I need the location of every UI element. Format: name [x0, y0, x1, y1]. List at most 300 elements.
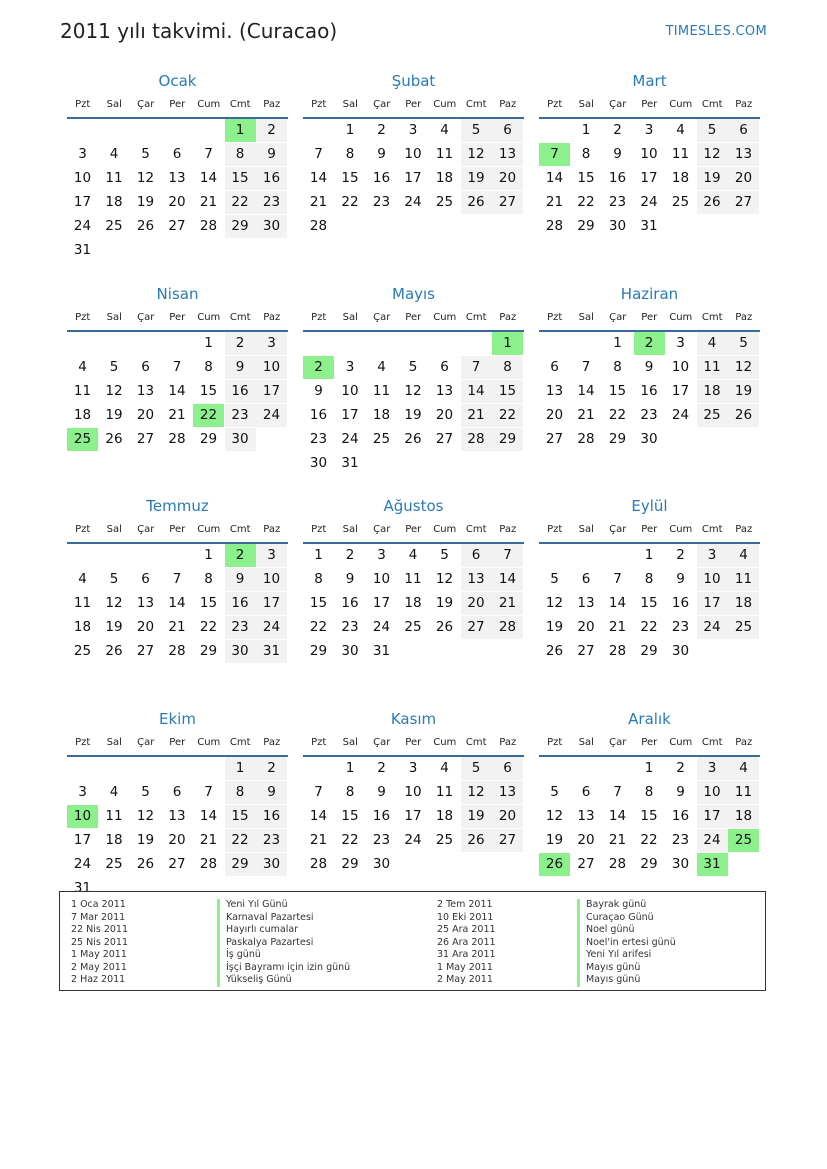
weekday-label: Pzt: [547, 524, 563, 535]
month-2: [303, 72, 524, 272]
day-cell: 12: [136, 170, 155, 186]
day-cell: 29: [640, 643, 658, 659]
weekday-label: Çar: [373, 311, 391, 323]
day-cell: 27: [545, 430, 564, 447]
legend-left-names: [217, 899, 350, 987]
day-cell: 30: [671, 643, 690, 659]
weekday-label: Paz: [263, 524, 281, 535]
day-cell: 21: [309, 194, 328, 210]
day-cell: 11: [105, 807, 123, 824]
weekday-label: Pzt: [547, 736, 563, 748]
day-cell: 13: [728, 143, 759, 166]
day-cell: 16: [225, 592, 256, 615]
day-cell: 13: [136, 382, 155, 399]
day-cell: 31: [697, 853, 728, 876]
day-cell: 1: [644, 547, 654, 563]
day-cell: 2: [377, 759, 386, 776]
weekday-label: Sal: [578, 311, 594, 323]
day-cell: 4: [697, 332, 728, 355]
weekday-label: Pzt: [311, 311, 327, 323]
day-cell: 30: [671, 855, 690, 872]
day-cell: 19: [461, 167, 492, 190]
day-cell: 4: [440, 122, 449, 138]
legend-holiday-name: Noel günü: [577, 924, 676, 937]
month-name: Eylül: [631, 497, 668, 515]
day-cell: 29: [225, 215, 256, 238]
day-cell: 21: [168, 619, 186, 635]
day-cell: 15: [341, 807, 359, 824]
weekday-label: Cmt: [465, 311, 487, 323]
weekday-label: Pzt: [311, 736, 327, 748]
day-cell: 1: [581, 122, 591, 138]
day-cell: 25: [73, 643, 92, 659]
weekday-label: Pzt: [75, 524, 91, 535]
weekday-label: Cum: [669, 99, 693, 110]
calendar-grid: [67, 72, 760, 896]
weekday-label: Per: [405, 99, 422, 110]
day-cell: 31: [73, 242, 92, 258]
day-cell: 28: [577, 430, 595, 447]
day-cell: 25: [372, 430, 391, 447]
day-cell: 15: [309, 595, 328, 611]
weekday-label: Sal: [578, 99, 594, 110]
day-cell: 27: [136, 430, 155, 447]
brand-link[interactable]: TIMESLES.COM: [665, 24, 767, 39]
day-cell: 19: [545, 831, 564, 848]
weekday-label: Pzt: [75, 99, 91, 110]
day-cell: 20: [168, 194, 186, 210]
day-cell: 9: [644, 358, 654, 375]
day-cell: 10: [341, 382, 359, 399]
day-cell: 17: [697, 592, 728, 615]
month-12: [539, 710, 760, 910]
day-cell: 28: [199, 855, 218, 872]
day-cell: 10: [372, 571, 391, 587]
day-cell: 4: [408, 547, 418, 563]
day-cell: 16: [671, 807, 690, 824]
day-cell: 10: [671, 358, 690, 375]
month-name: Nisan: [156, 284, 199, 303]
weekday-label: Pzt: [311, 99, 327, 110]
day-cell: 15: [492, 380, 523, 403]
day-cell: 20: [728, 167, 759, 190]
day-cell: 11: [73, 382, 92, 399]
month-name: Ocak: [158, 72, 197, 90]
day-cell: 10: [256, 568, 287, 591]
day-cell: 25: [435, 194, 454, 210]
weekday-label: Sal: [342, 99, 358, 110]
day-cell: 26: [461, 829, 492, 852]
day-cell: 20: [577, 619, 595, 635]
day-cell: 7: [492, 544, 523, 567]
day-cell: 5: [697, 119, 728, 142]
day-cell: 13: [168, 170, 186, 186]
day-cell: 3: [377, 547, 386, 563]
day-cell: 23: [372, 194, 391, 210]
legend-date: 10 Eki 2011: [437, 911, 494, 923]
day-cell: 21: [199, 194, 218, 210]
legend-holiday-name: Yükseliş Günü: [217, 974, 350, 987]
weekday-label: Sal: [578, 524, 594, 535]
weekday-label: Cmt: [701, 99, 723, 110]
weekday-label: Per: [405, 311, 422, 323]
day-cell: 12: [728, 356, 759, 379]
day-cell: 9: [314, 382, 323, 399]
day-cell: 11: [105, 170, 123, 186]
day-cell: 26: [404, 430, 422, 447]
day-cell: 14: [309, 170, 328, 186]
day-cell: 21: [309, 831, 328, 848]
legend-date: 1 Oca 2011: [71, 899, 126, 910]
day-cell: 2: [676, 547, 685, 563]
day-cell: 5: [461, 757, 492, 780]
day-cell: 28: [168, 643, 186, 659]
month-name: Aralık: [628, 709, 671, 728]
day-cell: 1: [492, 332, 523, 355]
weekday-label: Cmt: [229, 736, 251, 748]
day-cell: 28: [309, 218, 328, 234]
weekday-label: Cmt: [229, 311, 251, 323]
day-cell: 19: [404, 406, 422, 423]
day-cell: 2: [303, 356, 334, 379]
day-cell: 19: [105, 406, 123, 423]
day-cell: 18: [73, 619, 92, 635]
legend-holiday-name: Noel'in ertesi günü: [577, 937, 676, 950]
day-cell: 30: [225, 640, 256, 663]
day-cell: 25: [404, 619, 422, 635]
day-cell: 12: [435, 571, 454, 587]
day-cell: 23: [309, 430, 328, 447]
day-cell: 6: [141, 571, 150, 587]
legend-date: 2 May 2011: [71, 961, 127, 973]
day-cell: 21: [492, 592, 523, 615]
day-cell: 6: [581, 571, 591, 587]
day-cell: 26: [697, 191, 728, 214]
day-cell: 24: [404, 194, 422, 210]
day-cell: 22: [341, 194, 359, 210]
day-cell: 24: [256, 404, 287, 427]
day-cell: 10: [67, 805, 98, 828]
day-cell: 17: [671, 382, 690, 399]
day-cell: 6: [492, 757, 523, 780]
day-cell: 18: [728, 592, 759, 615]
legend-holiday-name: Bayrak günü: [577, 899, 676, 912]
day-cell: 10: [697, 568, 728, 591]
weekday-label: Cum: [197, 736, 221, 748]
day-cell: 25: [728, 829, 759, 852]
weekday-label: Cum: [197, 311, 221, 323]
month-name: Haziran: [620, 284, 679, 303]
weekday-label: Çar: [137, 311, 155, 323]
day-cell: 9: [676, 571, 685, 587]
day-cell: 5: [141, 783, 150, 800]
day-cell: 15: [608, 382, 627, 399]
holiday-legend: [59, 891, 766, 991]
day-cell: 17: [372, 595, 391, 611]
day-cell: 14: [309, 807, 328, 824]
month-1: [67, 72, 288, 272]
day-cell: 22: [225, 829, 256, 852]
day-cell: 14: [545, 170, 564, 186]
day-cell: 17: [73, 831, 92, 848]
month-4: [67, 285, 288, 485]
legend-right-names: [577, 899, 676, 987]
day-cell: 26: [136, 218, 155, 234]
day-cell: 15: [199, 595, 218, 611]
day-cell: 2: [256, 119, 287, 142]
day-cell: 14: [168, 595, 186, 611]
month-7: [67, 497, 288, 697]
weekday-label: Sal: [578, 736, 594, 748]
day-cell: 23: [341, 619, 359, 635]
day-cell: 1: [345, 122, 355, 138]
day-cell: 22: [199, 619, 218, 635]
day-cell: 29: [492, 428, 523, 451]
day-cell: 8: [345, 146, 355, 162]
day-cell: 9: [377, 146, 386, 162]
month-8: [303, 497, 524, 697]
day-cell: 12: [461, 781, 492, 804]
day-cell: 28: [461, 428, 492, 451]
weekday-label: Çar: [137, 99, 155, 110]
day-cell: 29: [640, 855, 658, 872]
day-cell: 20: [492, 167, 523, 190]
weekday-label: Cmt: [701, 736, 723, 748]
day-cell: 28: [309, 855, 328, 872]
day-cell: 22: [577, 194, 595, 210]
weekday-label: Paz: [499, 99, 517, 110]
day-cell: 4: [78, 571, 87, 587]
day-cell: 27: [728, 191, 759, 214]
weekday-label: Cum: [669, 736, 693, 748]
day-cell: 11: [697, 356, 728, 379]
day-cell: 22: [640, 831, 658, 848]
day-cell: 5: [461, 119, 492, 142]
day-cell: 29: [225, 853, 256, 876]
day-cell: 14: [492, 568, 523, 591]
weekday-label: Pzt: [547, 99, 563, 110]
legend-holiday-name: Yeni Yıl Günü: [217, 899, 350, 912]
weekday-label: Paz: [263, 736, 281, 748]
day-cell: 22: [492, 404, 523, 427]
weekday-label: Paz: [499, 524, 517, 535]
day-cell: 14: [608, 595, 627, 611]
day-cell: 30: [309, 454, 328, 471]
day-cell: 8: [644, 571, 654, 587]
day-cell: 13: [577, 595, 595, 611]
day-cell: 1: [204, 334, 213, 351]
day-cell: 23: [608, 194, 627, 210]
weekday-label: Cmt: [465, 736, 487, 748]
day-cell: 27: [492, 191, 523, 214]
day-cell: 26: [539, 853, 570, 876]
weekday-label: Per: [169, 524, 186, 535]
day-cell: 23: [256, 829, 287, 852]
weekday-label: Paz: [735, 311, 753, 323]
day-cell: 2: [345, 547, 355, 563]
weekday-label: Sal: [106, 736, 122, 748]
day-cell: 31: [640, 218, 658, 234]
day-cell: 18: [728, 805, 759, 828]
day-cell: 1: [345, 759, 355, 776]
day-cell: 12: [404, 382, 422, 399]
day-cell: 23: [372, 831, 391, 848]
weekday-label: Cmt: [465, 99, 487, 110]
day-cell: 25: [105, 855, 123, 872]
day-cell: 24: [404, 831, 422, 848]
weekday-label: Sal: [106, 99, 122, 110]
day-cell: 29: [199, 643, 218, 659]
day-cell: 11: [435, 783, 454, 800]
weekday-label: Per: [405, 736, 422, 748]
day-cell: 11: [728, 781, 759, 804]
day-cell: 6: [492, 119, 523, 142]
day-cell: 30: [225, 428, 256, 451]
legend-date: 25 Nis 2011: [71, 936, 128, 948]
weekday-label: Çar: [137, 524, 155, 535]
day-cell: 14: [608, 807, 627, 824]
legend-date: 2 Haz 2011: [71, 974, 126, 985]
day-cell: 14: [199, 170, 218, 186]
day-cell: 23: [225, 616, 256, 639]
day-cell: 24: [697, 616, 728, 639]
day-cell: 19: [136, 194, 155, 210]
day-cell: 7: [461, 356, 492, 379]
weekday-label: Cum: [197, 99, 221, 110]
day-cell: 13: [136, 595, 155, 611]
day-cell: 31: [73, 879, 92, 896]
day-cell: 22: [608, 406, 627, 423]
day-cell: 23: [225, 404, 256, 427]
day-cell: 21: [577, 406, 595, 423]
weekday-label: Per: [641, 736, 658, 748]
day-cell: 17: [256, 380, 287, 403]
day-cell: 15: [640, 807, 658, 824]
weekday-label: Pzt: [547, 311, 563, 323]
month-name: Mart: [632, 72, 667, 90]
weekday-label: Cum: [669, 311, 693, 323]
weekday-label: Cmt: [701, 311, 723, 323]
day-cell: 25: [671, 194, 690, 210]
day-cell: 5: [109, 571, 119, 587]
day-cell: 14: [199, 807, 218, 824]
day-cell: 8: [492, 356, 523, 379]
day-cell: 8: [204, 571, 213, 587]
day-cell: 28: [199, 218, 218, 234]
month-11: [303, 710, 524, 910]
weekday-label: Cmt: [465, 524, 487, 535]
day-cell: 23: [640, 406, 658, 423]
day-cell: 25: [67, 428, 98, 451]
day-cell: 5: [141, 146, 150, 162]
day-cell: 10: [73, 170, 92, 186]
day-cell: 25: [728, 616, 759, 639]
day-cell: 16: [640, 382, 658, 399]
day-cell: 4: [728, 757, 759, 780]
day-cell: 27: [492, 829, 523, 852]
day-cell: 16: [372, 170, 391, 186]
day-cell: 9: [613, 146, 622, 162]
day-cell: 30: [372, 855, 391, 872]
legend-left-dates: [71, 899, 128, 987]
weekday-label: Pzt: [75, 311, 91, 323]
legend-holiday-name: Mayıs günü: [577, 974, 676, 987]
day-cell: 17: [73, 194, 92, 210]
weekday-label: Per: [405, 524, 422, 535]
weekday-label: Sal: [106, 524, 122, 535]
day-cell: 11: [671, 146, 690, 162]
legend-date: 1 May 2011: [437, 961, 493, 973]
weekday-label: Sal: [106, 311, 122, 323]
day-cell: 8: [314, 571, 323, 587]
day-cell: 27: [435, 430, 454, 447]
weekday-label: Cmt: [229, 524, 251, 535]
day-cell: 2: [377, 122, 386, 138]
weekday-label: Per: [641, 311, 658, 323]
day-cell: 1: [225, 757, 256, 780]
day-cell: 13: [461, 568, 492, 591]
day-cell: 10: [404, 146, 422, 162]
day-cell: 24: [671, 406, 690, 423]
day-cell: 4: [78, 358, 87, 375]
day-cell: 16: [608, 170, 627, 186]
weekday-label: Paz: [499, 736, 517, 748]
weekday-label: Çar: [373, 99, 391, 110]
day-cell: 2: [256, 757, 287, 780]
weekday-label: Per: [169, 99, 186, 110]
legend-date: 2 May 2011: [437, 974, 493, 985]
day-cell: 15: [640, 595, 658, 611]
day-cell: 27: [577, 643, 595, 659]
legend-holiday-name: Yeni Yıl arifesi: [577, 949, 676, 962]
day-cell: 12: [105, 382, 123, 399]
day-cell: 17: [640, 170, 658, 186]
day-cell: 27: [577, 855, 595, 872]
day-cell: 19: [728, 380, 759, 403]
day-cell: 9: [225, 568, 256, 591]
day-cell: 10: [640, 146, 658, 162]
day-cell: 13: [168, 807, 186, 824]
day-cell: 23: [671, 831, 690, 848]
weekday-label: Paz: [499, 311, 517, 323]
day-cell: 28: [492, 616, 523, 639]
day-cell: 4: [109, 783, 119, 800]
day-cell: 23: [671, 619, 690, 635]
day-cell: 15: [341, 170, 359, 186]
day-cell: 18: [435, 807, 454, 824]
day-cell: 11: [404, 571, 422, 587]
day-cell: 26: [136, 855, 155, 872]
day-cell: 26: [105, 430, 123, 447]
day-cell: 7: [314, 146, 323, 162]
day-cell: 11: [372, 382, 391, 399]
day-cell: 3: [78, 783, 87, 800]
day-cell: 16: [256, 805, 287, 828]
day-cell: 25: [105, 218, 123, 234]
weekday-label: Cum: [433, 736, 457, 748]
day-cell: 17: [697, 805, 728, 828]
day-cell: 4: [728, 544, 759, 567]
day-cell: 20: [577, 831, 595, 848]
day-cell: 14: [461, 380, 492, 403]
day-cell: 1: [225, 119, 256, 142]
day-cell: 18: [105, 831, 123, 848]
day-cell: 3: [256, 544, 287, 567]
day-cell: 19: [105, 619, 123, 635]
day-cell: 19: [697, 167, 728, 190]
month-name: Şubat: [391, 72, 436, 90]
day-cell: 29: [309, 643, 328, 659]
